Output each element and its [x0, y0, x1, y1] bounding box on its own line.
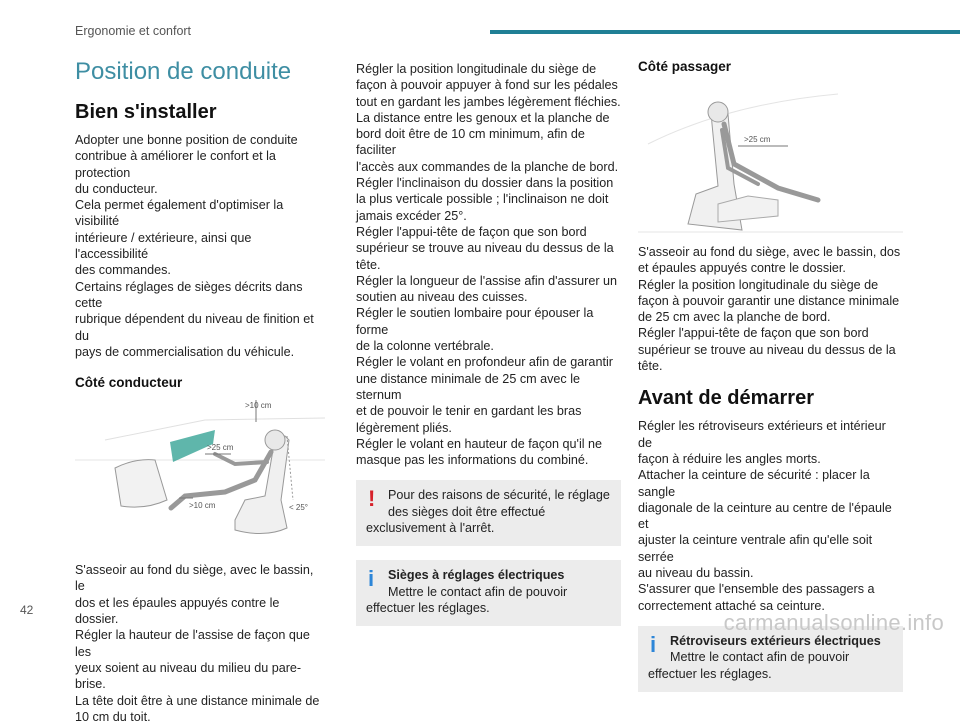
text-line: effectuer les réglages. [648, 666, 772, 681]
text-line: Certains réglages de sièges décrits dans cette [75, 279, 303, 310]
page-number: 42 [20, 603, 34, 617]
passenger-seat-diagram [638, 84, 903, 234]
text-line: intérieure / extérieure, ainsi que l'accessibilité [75, 230, 252, 262]
label-wheel-distance: >25 cm [207, 443, 234, 453]
text-line: soutien au niveau des cuisses. [356, 290, 528, 305]
text-line: correctement attaché sa ceinture. [638, 598, 825, 613]
text-line: Régler le soutien lombaire pour épouser la forme [356, 306, 594, 337]
text-line: et de pouvoir le tenir en gardant les bras [356, 404, 582, 419]
text-line: Régler l'appui-tête de façon que son bord [638, 326, 869, 341]
text-line: rubrique dépendent du niveau de finition et du [75, 312, 314, 343]
text-line: S'asseoir au fond du siège, avec le bassin, dos [638, 245, 901, 259]
text-line: des commandes. [75, 263, 171, 278]
text-line: supérieur se trouve au niveau du dessus de la [638, 342, 896, 357]
seat-adjust-paragraph [356, 61, 621, 468]
info-note-electric-seats [356, 560, 621, 626]
subheading-cote-passager: Côté passager [638, 59, 732, 74]
text-line: yeux soient au niveau du milieu du pare-brise. [75, 660, 302, 692]
column-2 [356, 61, 621, 626]
info-icon: i [368, 566, 375, 592]
text-line: La tête doit être à une distance minimale de [75, 693, 320, 708]
driver-paragraph [75, 562, 325, 725]
text-line: bord doit être de 10 cm minimum, afin de faciliter [356, 127, 585, 158]
text-line: tête. [638, 359, 663, 374]
text-line: au niveau du bassin. [638, 566, 754, 581]
text-line: masque pas les informations du combiné. [356, 453, 589, 468]
text-line: diagonale de la ceinture au centre de l'épaule et [638, 500, 892, 532]
text-line: de 25 cm avec la planche de bord. [638, 310, 831, 325]
info-icon: i [650, 631, 657, 657]
text-line: façon à pouvoir garantir une distance minimale [638, 293, 900, 308]
text-line: tout en gardant les jambes légèrement fléchies. [356, 94, 621, 109]
text-line: 10 cm du toit. [75, 709, 151, 724]
text-line: Régler le volant en profondeur afin de garantir [356, 355, 613, 370]
section-header: Ergonomie et confort [75, 24, 192, 38]
label-knee-distance: >10 cm [189, 501, 216, 511]
text-line: jamais excéder 25°. [356, 208, 467, 223]
text-line: ajuster la ceinture ventrale afin qu'elle soit serrée [638, 533, 873, 564]
text-line: Régler la position longitudinale du siège de [638, 277, 879, 292]
warning-note [356, 480, 621, 546]
label-backrest-angle: < 25° [289, 503, 308, 513]
label-head-clearance: >10 cm [245, 401, 272, 411]
text-line: Régler l'inclinaison du dossier dans la position [356, 176, 614, 191]
text-line: de la colonne vertébrale. [356, 339, 494, 354]
text-line: dos et les épaules appuyés contre le dossier. [75, 595, 280, 627]
text-line: Pour des raisons de sécurité, le réglage [388, 488, 610, 503]
text-line: l'accès aux commandes de la planche de bord. [356, 159, 619, 174]
column-1 [75, 58, 325, 725]
text-line: La distance entre les genoux et la planche de [356, 110, 610, 125]
heading-avant-de-demarrer: Avant de démarrer [638, 387, 814, 410]
text-line: exclusivement à l'arrêt. [366, 521, 495, 536]
label-dashboard-distance: >25 cm [744, 135, 771, 144]
text-line: des sièges doit être effectué [388, 504, 546, 519]
text-line: du conducteur. [75, 181, 158, 196]
text-line: Adopter une bonne position de conduite [75, 133, 298, 147]
text-line: Régler la hauteur de l'assise de façon que les [75, 628, 310, 659]
info-title: Sièges à réglages électriques [388, 568, 565, 583]
text-line: Régler l'appui-tête de façon que son bord [356, 224, 587, 239]
text-line: tête. [356, 257, 381, 272]
before-start-paragraph [638, 418, 903, 614]
warning-icon: ! [368, 486, 376, 512]
heading-bien-s-installer: Bien s'installer [75, 101, 217, 123]
header-accent-bar [490, 30, 960, 34]
text-line: S'asseoir au fond du siège, avec le bassin, le [75, 563, 314, 594]
intro-paragraph [75, 132, 325, 360]
driver-seat-diagram [75, 400, 325, 548]
column-3 [638, 58, 903, 692]
text-line: effectuer les réglages. [366, 600, 490, 615]
subheading-cote-conducteur: Côté conducteur [75, 375, 183, 391]
passenger-position-illustration [638, 84, 903, 234]
text-line: Mettre le contact afin de pouvoir [670, 650, 850, 665]
driver-position-illustration [75, 400, 325, 548]
info-title: Rétroviseurs extérieurs électriques [670, 633, 881, 648]
text-line: légèrement pliés. [356, 420, 452, 435]
passenger-paragraph [638, 244, 903, 374]
text-line: S'assurer que l'ensemble des passagers a [638, 582, 875, 597]
text-line: Attacher la ceinture de sécurité : placer la sangle [638, 468, 870, 499]
text-line: Régler la longueur de l'assise afin d'assurer un [356, 273, 618, 288]
text-line: Régler le volant en hauteur de façon qu'il ne [356, 436, 603, 451]
text-line: une distance minimale de 25 cm avec le sternum [356, 371, 581, 402]
watermark: carmanualsonline.info [723, 610, 944, 635]
text-line: Régler les rétroviseurs extérieurs et intérieur de [638, 419, 886, 450]
text-line: façon à pouvoir appuyer à fond sur les pédales [356, 78, 618, 93]
text-line: Régler la position longitudinale du siège de [356, 62, 597, 76]
text-line: pays de commercialisation du véhicule. [75, 344, 295, 359]
text-line: Mettre le contact afin de pouvoir [388, 584, 568, 599]
text-line: contribue à améliorer le confort et la protection [75, 149, 276, 180]
text-line: supérieur se trouve au niveau du dessus de la [356, 241, 614, 256]
text-line: façon à réduire les angles morts. [638, 451, 821, 466]
text-line: et épaules appuyés contre le dossier. [638, 261, 846, 276]
page-title: Position de conduite [75, 58, 292, 85]
text-line: Cela permet également d'optimiser la visibilité [75, 198, 284, 229]
text-line: la plus verticale possible ; l'inclinaison ne doit [356, 192, 609, 207]
